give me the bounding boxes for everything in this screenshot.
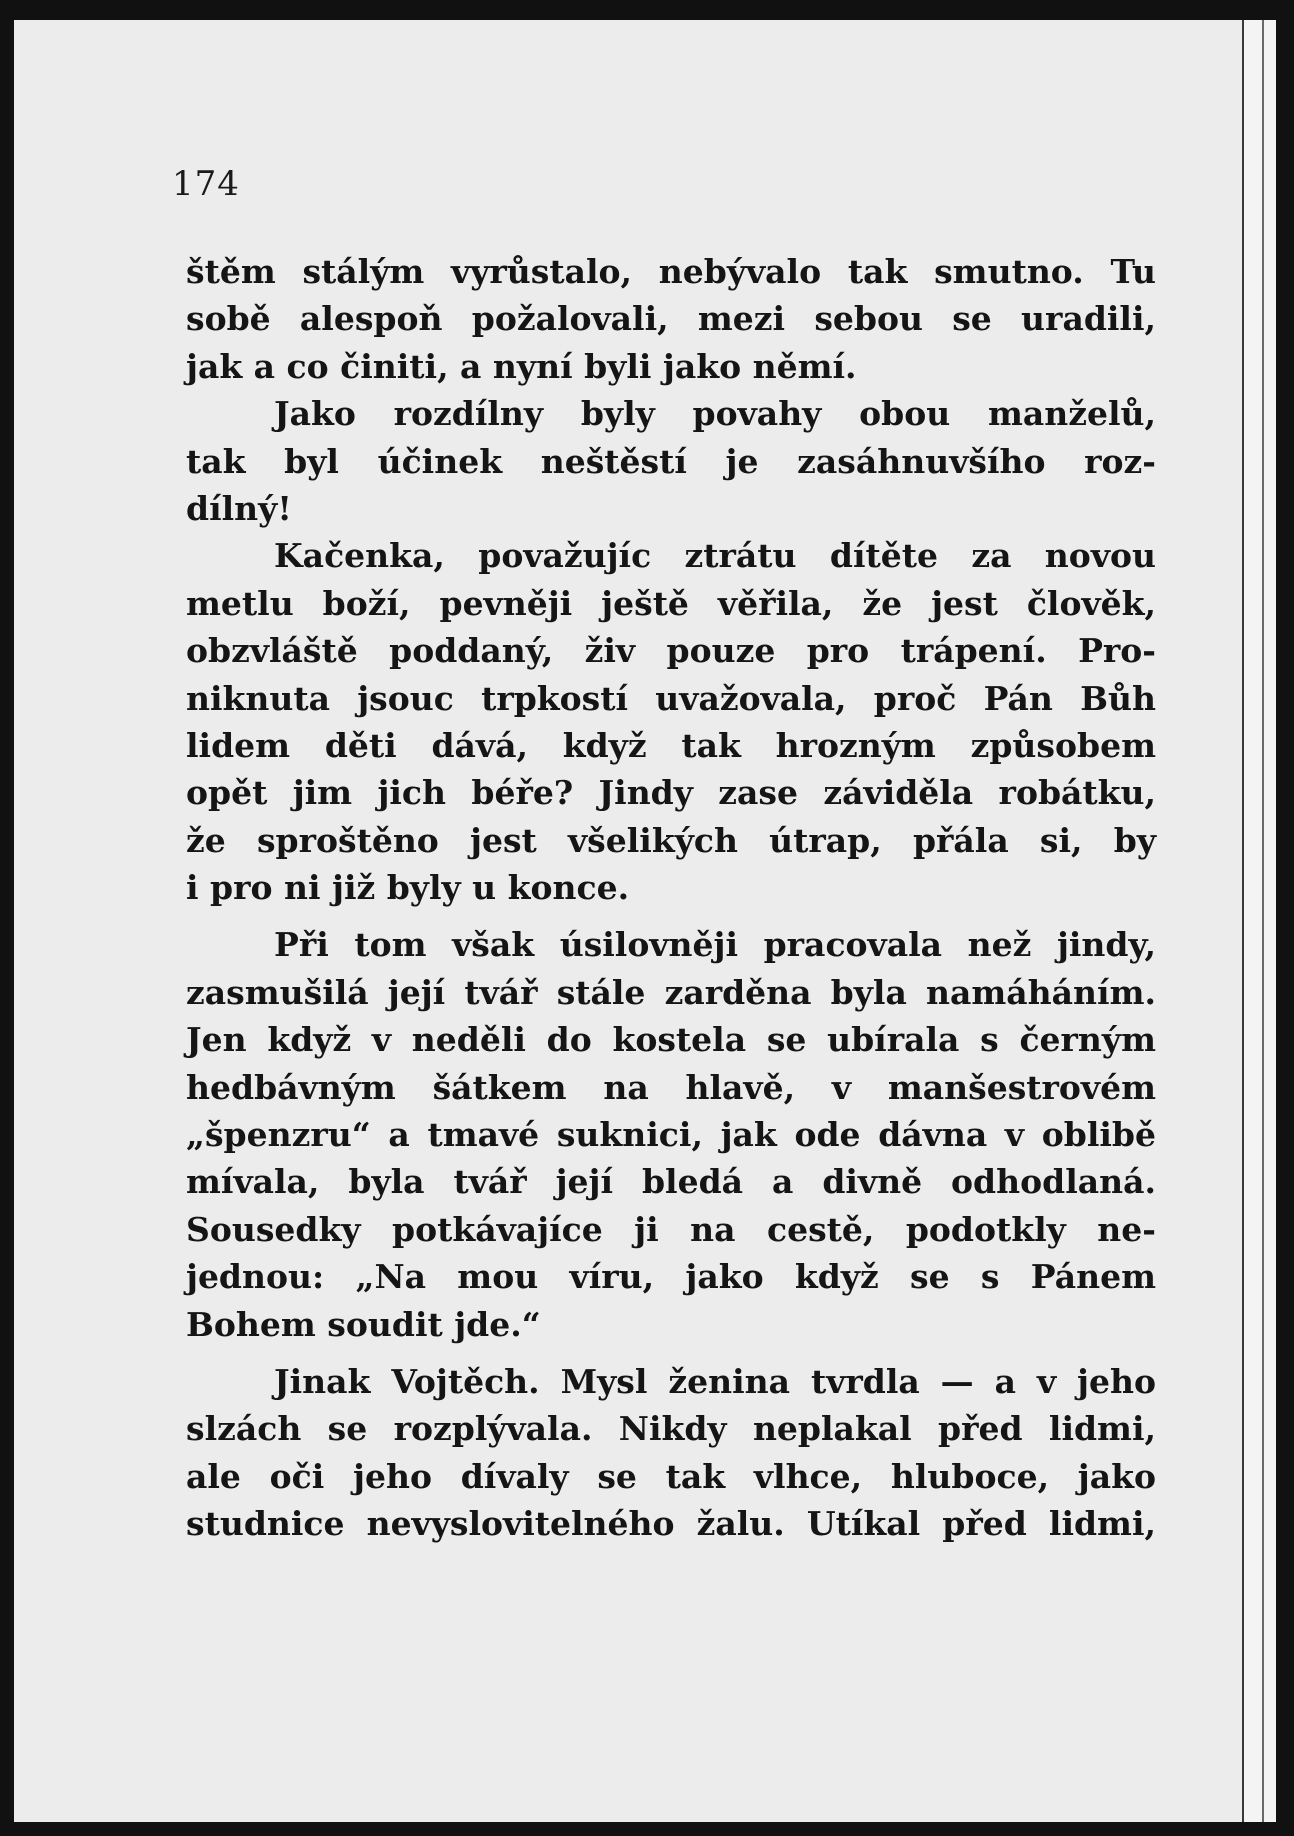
text-line: hedbávným šátkem na hlavě, v manšestrovém [186, 1067, 1156, 1107]
page-number: 174 [172, 164, 240, 204]
text-line: studnice nevyslovitelného žalu. Utíkal před lidmi, [186, 1504, 1156, 1544]
text-line: Sousedky potkávajíce ji na cestě, podotkly ne- [186, 1209, 1156, 1249]
text-line: Kačenka, považujíc ztrátu dítěte za novou [274, 536, 1156, 576]
text-line: lidem děti dává, když tak hrozným způsobem [186, 725, 1156, 765]
text-line: obzvláště poddaný, živ pouze pro trápení. Pro- [186, 631, 1156, 671]
text-line: dílný! [186, 488, 292, 528]
text-line: ale oči jeho dívaly se tak vlhce, hluboce, jako [186, 1456, 1156, 1496]
page-edge [1242, 20, 1278, 1822]
text-line: metlu boží, pevněji ještě věřila, že jest člověk, [186, 583, 1156, 623]
text-line: Jinak Vojtěch. Mysl ženina tvrdla — a v jeho [274, 1361, 1156, 1401]
text-line: štěm stálým vyrůstalo, nebývalo tak smutno. Tu [186, 252, 1156, 291]
text-line: Jako rozdílny byly povahy obou manželů, [274, 394, 1156, 434]
scan-border-bottom [0, 1822, 1294, 1836]
text-line: že sproštěno jest všelikých útrap, přála si, by [186, 820, 1156, 860]
text-line: Při tom však úsilovněji pracovala než jindy, [274, 925, 1156, 965]
scan-border-right [1276, 0, 1294, 1836]
text-line: mívala, byla tvář její bledá a divně odhodlaná. [186, 1162, 1156, 1202]
text-line: tak byl účinek neštěstí je zasáhnuvšího roz- [186, 441, 1156, 481]
text-line: slzách se rozplývala. Nikdy neplakal před lidmi, [186, 1409, 1156, 1449]
text-line: niknuta jsouc trpkostí uvažovala, proč Pán Bůh [186, 678, 1156, 718]
text-line: Jen když v neděli do kostela se ubírala s černým [186, 1020, 1156, 1060]
text-line: sobě alespoň požalovali, mezi sebou se uradili, [186, 299, 1156, 339]
body-text [186, 248, 1156, 1548]
scan-border-top [0, 0, 1294, 20]
text-line: zasmušilá její tvář stále zarděna byla namáháním. [186, 972, 1156, 1012]
paragraph-gap [186, 1348, 1156, 1358]
text-line: Bohem soudit jde.“ [186, 1304, 541, 1344]
page-edge-line [1262, 20, 1264, 1822]
text-line: jednou: „Na mou víru, jako když se s Pánem [186, 1257, 1156, 1297]
text-line: i pro ni již byly u konce. [186, 868, 630, 908]
paragraph-gap [186, 911, 1156, 921]
text-line: opět jim jich béře? Jindy zase záviděla robátku, [186, 773, 1156, 813]
scan-border-left [0, 0, 14, 1836]
text-line: „špenzru“ a tmavé suknici, jak ode dávna v oblibě [186, 1115, 1156, 1155]
text-line: jak a co činiti, a nyní byli jako němí. [186, 346, 857, 386]
